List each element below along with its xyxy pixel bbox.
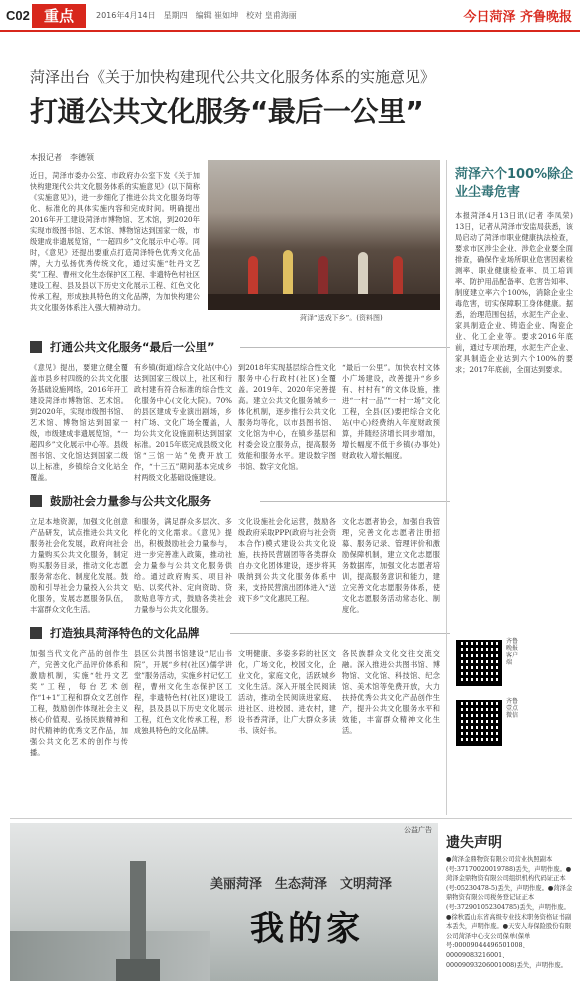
section-title: 鼓励社会力量参与公共文化服务 — [50, 494, 211, 508]
ad-label: 公益广告 — [404, 826, 432, 834]
section-column: 和服务，满足群众多层次、多样化的文化需求。《意见》提出，积极鼓励社会力量参与，进一步完善准入政策，推动社会力量参与公共文化服务供给。通过政府购买、项目补贴、以奖代补、定向资助、贷款贴息等方式，鼓励各类社会力量参与公共文化服务。 — [134, 517, 232, 614]
section-column: “最后一公里”。加快农村文体小广场建设，改善提升“乡乡有、村村有”的文体设施，推进“一村一品”“一村一场”文化工程，全县(区)要把综合文化站(中心)经费纳入年度财政预算，并随经济增长同步增加，增长幅度不低于乡镇(办事处)财政收入增长幅度。 — [342, 363, 440, 460]
section-column: 《意见》提出，要建立健全覆盖市县乡村四级的公共文化服务基础设施网络，2016年开工建设菏泽市博物馆、艺术馆。到2020年，实现市级图书馆、艺术馆、博物馆达到国家一级，市级建成非遗展览馆，“一超四乡”文化展示中心等。县级图书馆、文化馆达到国家二级以上标准，乡镇综合文化站全覆盖。 — [30, 363, 128, 482]
qr-code-icon[interactable] — [456, 640, 502, 686]
qr-label: 齐鲁晚报客户端 — [506, 638, 519, 666]
lost-notice-text: ●菏泽金鼎物资有限公司营业执照副本(号:37170020019788)丢失，声明作废。●菏泽金鼎物资有限公司组织机构代码证正本(号:05230478-5)丢失，声明作废。●菏泽金鼎物资有限公司税务登记证正本(号:372901052304785)丢失，声明作废。●徐秋霞山东省高级专业技术职务资格证书副本丢失，声明作废。●天安人寿保险股份有限公司菏泽中心支公司保单(保单号:00009044496501008、00009083216001、00009093206001008)丢失，声明作废。 — [446, 856, 573, 969]
section-title: 打通公共文化服务“最后一公里” — [50, 340, 215, 354]
city-skyline — [10, 931, 210, 981]
bottom-rule — [10, 818, 572, 819]
ad-big-text: 我的家 — [250, 909, 364, 949]
section-column: 各民族群众文化交往交流交融。深入推进公共图书馆、博物馆、文化馆、科技馆、纪念馆、美术馆等免费开放，大力扶持优秀公共文化产品创作生产，提升公共文化服务水平和效能，丰富群众精神文化生活。 — [342, 649, 440, 735]
section-tab[interactable]: 重点 — [32, 4, 86, 28]
section-title: 打造独具菏泽特色的文化品牌 — [50, 626, 200, 640]
section-marker-icon — [30, 341, 42, 353]
section-column: 文化志愿者协会，加强自我管理，完善文化志愿者注册招募、服务记录、管理评价和激励保障机制，建立文化志愿服务数据库，加强文化志愿者培训，提高服务意识和能力，建立完善文化志愿服务体系，使文化志愿服务活动常态化、制度化。 — [342, 517, 440, 614]
lost-notice-title: 遗失声明 — [446, 835, 502, 851]
article-photo[interactable] — [208, 160, 440, 310]
page-number: C02 — [6, 8, 30, 23]
performer-figure — [318, 256, 328, 296]
section-column: 到2018年实现基层综合性文化服务中心行政村(社区)全覆盖。2019年、2020年完善提高。建立公共文化服务城乡一体化机制，逐步推行公共文化服务均等化，以市县图书馆、文化馆为中心，在镇乡基层和村委会设立服务点，提高服务效能和服务水平。建设数字图书馆、数字文化馆。 — [238, 363, 336, 471]
section-heading — [30, 624, 450, 642]
section-column: 有乡镇(街道)综合文化站(中心)达到国家三级以上，社区和行政村建有符合标准的综合性文化服务中心(文化大院)。70%的县区建成专业演出剧场，乡村广场、文化广场全覆盖，人均公共文化设施面积达到国家标准。2015年底完成县级文化馆“三馆一站”免费开放工作，“十三五”期间基本完成乡村两级文化基础设施建设。 — [134, 363, 232, 482]
section-column: 加强当代文化产品的创作生产，完善文化产品评价体系和激励机制，实施“牡丹文艺奖”工程，每台艺术创作“1+1”工程和群众文艺创作工程，鼓励创作体现社会主义核心价值观、弘扬民族精神和时代精神的优秀文艺作品，加强公共文化艺术的创作与传播。 — [30, 649, 128, 757]
section-rule — [230, 633, 450, 634]
performer-figure — [283, 250, 293, 296]
ad-slogan: 美丽菏泽 生态菏泽 文明菏泽 — [210, 877, 393, 892]
section-column: 县区公共图书馆建设“尼山书院”，开展“乡村(社区)儒学讲堂”服务活动，实施乡村记忆工程，曹州文化生态保护区工程，非遗特色村(社区)建设工程，县及县以下历史文化展示工程，红色文化传承工程，形成独具特色的文化品牌。 — [134, 649, 232, 735]
sidebar-text: 本报菏泽4月13日讯(记者 李凤荣) 13日，记者从菏泽市安监局获悉，该局启动了菏泽市职业健康执法检查，要求市区涉尘企业、涉危企业要全面排查，确保作业场所职业危害因素检测率、职业健康检查率、员工培训率、防护用品配备率、危害告知率、制度建立率六个100%，消除企业尘毒危害，切实保障职工身体健康。据悉，治理范围包括，水泥生产企业、家具制造企业、铸造企业、陶瓷企业、化工企业等。要求2016年底前，通过专项治理，水泥生产企业、家具制造企业达到六个100%的要求；2017年底前，全面达到要求。 — [455, 211, 573, 374]
article-kicker: 菏泽出台《关于加快构建现代公共文化服务体系的实施意见》 — [30, 68, 436, 86]
section-rule — [240, 347, 450, 348]
article-byline: 本报记者 李德领 — [30, 153, 94, 162]
qr-label: 齐鲁壹点微信 — [506, 698, 519, 719]
section-heading — [30, 338, 450, 356]
article-lead: 近日，菏泽市委办公室、市政府办公室下发《关于加快构建现代公共文化服务体系的实施意见》(以下简称《实施意见》)，进一步细化了推进公共文化服务均等化、标准化的具体实施内容和完成时间。明确提出2016年开工建设菏泽市博物馆、艺术馆，到2020年实现市级图书馆、艺术馆、博物馆达到国家一级，市级建成非遗展览馆，“一超四乡”文化展示中心等。同时，《意见》还提出要重点打造菏泽特色优秀文化品牌，大力弘扬优秀传统文化，通过实施“牡丹文艺奖”工程、曹州文化生态保护区工程、非遗特色村社区建设工程、县及县以下历史文化展示工程、红色文化传承工程，形成独具特色的文化品牌，为加快构建公共文化服务体系注入强大精神动力。 — [30, 171, 200, 312]
section-rule — [260, 501, 450, 502]
section-heading — [30, 492, 450, 510]
section-marker-icon — [30, 495, 42, 507]
sidebar-title: 菏泽六个100%除企业尘毒危害 — [455, 167, 574, 200]
section-column: 立足本地资源，加强文化创意产品研发，试点推进公共文化服务社会化发展，政府向社会力量购买公共文化服务，制定购买服务目录，推动文化志愿服务常态化、制度化发展。鼓励和引导社会力量投入公共文化服务，发展志愿服务队伍，丰富群众文化生活。 — [30, 517, 128, 614]
section-marker-icon — [30, 627, 42, 639]
column-divider — [446, 160, 447, 815]
photo-caption: 菏泽“送戏下乡”。(资料图) — [300, 314, 383, 322]
issue-meta: 2016年4月14日 星期四 编辑 崔如坤 校对 皇甫海丽 — [96, 11, 297, 20]
article-headline: 打通公共文化服务“最后一公里” — [30, 95, 424, 128]
performer-figure — [358, 252, 368, 296]
performer-figure — [393, 256, 403, 296]
performer-figure — [248, 256, 258, 296]
newspaper-brand: 今日菏泽 齐鲁晚报 — [463, 10, 572, 25]
stage-floor — [208, 294, 440, 310]
qr-code-icon[interactable] — [456, 700, 502, 746]
header-rule — [0, 30, 580, 32]
page-header — [0, 0, 580, 34]
public-service-ad[interactable] — [10, 823, 438, 981]
section-column: 文化设施社会化运营，鼓励各级政府采取PPP(政府与社会资本合作)模式建设公共文化设施，扶持民营剧团等各类群众自办文化团体建设，逐步将其吸纳到公共文化服务体系中来，支持民营演出团体进入“送戏下乡”文化惠民工程。 — [238, 517, 336, 603]
section-column: 文明健康、多姿多彩的社区文化，广场文化，校园文化，企业文化，家庭文化，活跃城乡文化生活。深入开展全民阅读活动，推动全民阅读进家庭、进社区、进校园、进农村，建设书香菏泽，让广大群众多读书、读好书。 — [238, 649, 336, 735]
monument-base — [116, 959, 160, 981]
